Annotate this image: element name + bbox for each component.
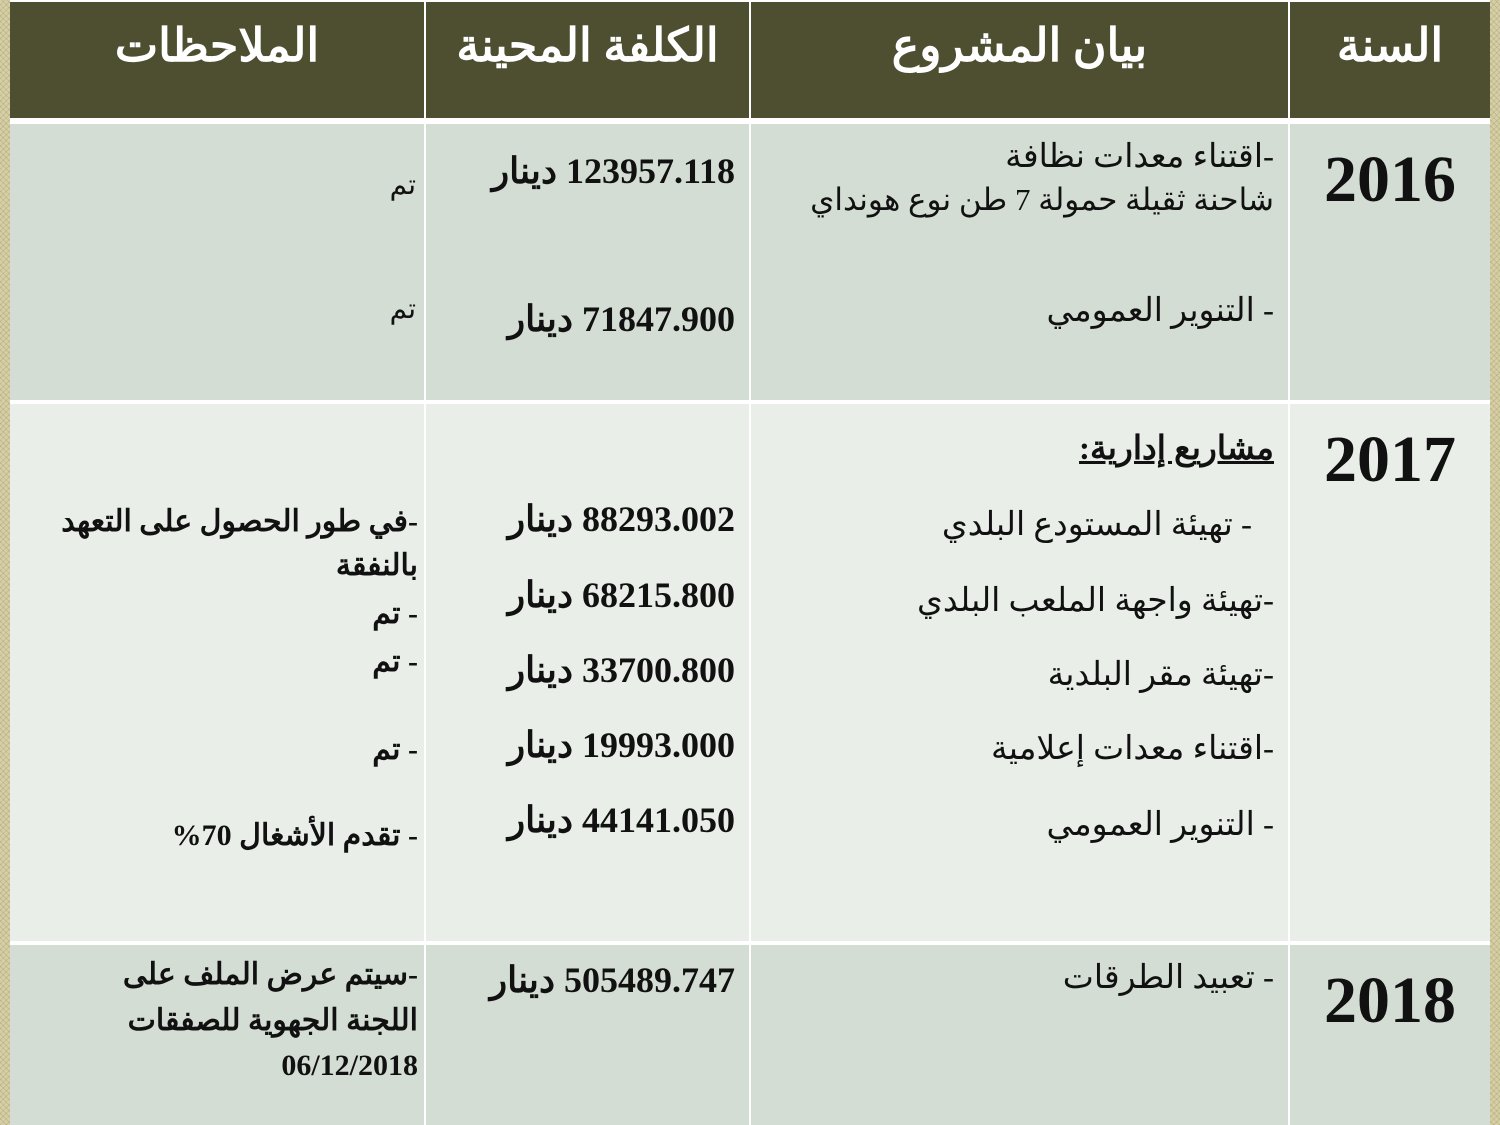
note-line: 06/12/2018 [281,1049,418,1082]
cost-value: 71847.900 دينار [507,299,735,339]
cost-value: 33700.800 دينار [507,650,735,690]
cost-value: 68215.800 دينار [507,575,735,615]
description-line: - تعبيد الطرقات [1062,960,1274,996]
note-line: -سيتم عرض الملف على [122,958,418,991]
note-line: - تقدم الأشغال 70% [171,819,418,852]
header-notes: الملاحظات [10,2,424,118]
note-line: - تم [372,597,418,630]
table-row [10,945,1490,1125]
notes-cell [10,124,424,400]
note-line: - تم [372,733,418,766]
description-line: -تهيئة مقر البلدية [1047,657,1274,693]
description-line: شاحنة ثقيلة حمولة 7 طن نوع هونداي [810,182,1274,217]
notes-cell [10,945,424,1125]
year-cell: 2017 [1290,404,1490,941]
note-line: تم [389,170,416,201]
table-row [10,404,1490,941]
description-cell [751,124,1288,400]
section-heading: مشاريع إدارية: [1079,431,1274,467]
header-row [10,2,1490,118]
cost-value: 88293.002 دينار [507,499,735,539]
description-cell [751,945,1288,1125]
description-line: - التنوير العمومي [1046,807,1274,843]
header-description: بيان المشروع [751,2,1288,118]
description-cell [751,404,1288,941]
cost-value: 505489.747 دينار [489,960,735,1000]
description-line: -اقتناء معدات نظافة [1005,139,1274,175]
cost-cell [426,404,749,941]
projects-table [10,0,1490,1125]
description-line: -تهيئة واجهة الملعب البلدي [917,583,1274,619]
year-cell: 2018 [1290,945,1490,1125]
description-line: -اقتناء معدات إعلامية [991,731,1274,767]
cost-cell [426,945,749,1125]
note-line: اللجنة الجهوية للصفقات [127,1004,418,1037]
note-line: تم [389,294,416,325]
note-line: بالنفقة [335,549,418,582]
cost-value: 123957.118 دينار [491,151,735,191]
cost-value: 44141.050 دينار [507,800,735,840]
description-line: - التنوير العمومي [1046,293,1274,329]
cost-cell [426,124,749,400]
note-line: - تم [372,645,418,678]
description-line: - تهيئة المستودع البلدي [941,507,1252,543]
notes-cell [10,404,424,941]
cost-value: 19993.000 دينار [507,725,735,765]
year-cell: 2016 [1290,124,1490,400]
table-row [10,124,1490,400]
header-year: السنة [1290,2,1490,118]
note-line: -في طور الحصول على التعهد [61,505,418,538]
header-cost: الكلفة المحينة [426,2,749,118]
